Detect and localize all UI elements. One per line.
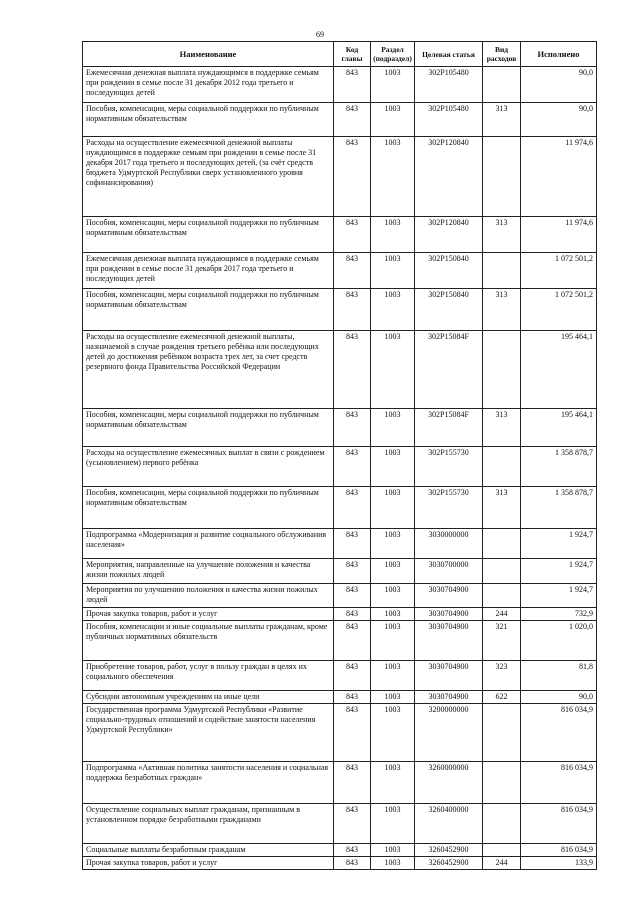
row-executed-amount: 195 464,1 [521, 331, 597, 409]
row-expense-type [483, 137, 521, 217]
row-executed-amount: 1 358 878,7 [521, 447, 597, 487]
row-section-code: 1003 [371, 137, 415, 217]
row-section-code: 1003 [371, 331, 415, 409]
table-row [83, 691, 597, 704]
table-row [83, 704, 597, 762]
row-expense-type [483, 447, 521, 487]
row-target-code: 3030700000 [415, 559, 483, 584]
row-section-code: 1003 [371, 608, 415, 621]
row-target-code: 302P120840 [415, 137, 483, 217]
row-chapter-code: 843 [334, 447, 371, 487]
row-executed-amount: 11 974,6 [521, 217, 597, 253]
row-name: Мероприятия по улучшению положения и качества жизни пожилых людей [83, 584, 334, 608]
row-name: Пособия, компенсации и иные социальные выплаты гражданам, кроме публичных нормативных обязательств [83, 621, 334, 661]
row-expense-type: 313 [483, 289, 521, 331]
row-chapter-code: 843 [334, 289, 371, 331]
row-expense-type: 244 [483, 608, 521, 621]
row-target-code: 302P155730 [415, 447, 483, 487]
row-executed-amount: 90,0 [521, 691, 597, 704]
row-executed-amount: 732,9 [521, 608, 597, 621]
table-row [83, 661, 597, 691]
table-row [83, 137, 597, 217]
row-target-code: 3030704900 [415, 691, 483, 704]
row-expense-type [483, 253, 521, 289]
row-chapter-code: 843 [334, 704, 371, 762]
row-expense-type [483, 331, 521, 409]
row-executed-amount: 1 924,7 [521, 584, 597, 608]
row-expense-type: 622 [483, 691, 521, 704]
header-target: Целевая статья [415, 42, 483, 67]
table-row [83, 804, 597, 844]
row-executed-amount: 816 034,9 [521, 762, 597, 804]
row-name: Ежемесячная денежная выплата нуждающимся в поддержке семьям при рождении в семье после 31 декабря 2017 года третьего и последующих детей [83, 253, 334, 289]
table-row [83, 844, 597, 857]
row-name: Подпрограмма «Модернизация и развитие социального обслуживания населения» [83, 529, 334, 559]
row-name: Мероприятия, направленные на улучшение положения и качества жизни пожилых людей [83, 559, 334, 584]
row-executed-amount: 195 464,1 [521, 409, 597, 447]
row-chapter-code: 843 [334, 661, 371, 691]
row-chapter-code: 843 [334, 621, 371, 661]
row-executed-amount: 816 034,9 [521, 704, 597, 762]
row-target-code: 302P150840 [415, 253, 483, 289]
row-executed-amount: 816 034,9 [521, 804, 597, 844]
row-target-code: 302P155730 [415, 487, 483, 529]
table-row [83, 857, 597, 870]
row-name: Социальные выплаты безработным гражданам [83, 844, 334, 857]
row-chapter-code: 843 [334, 559, 371, 584]
row-expense-type [483, 584, 521, 608]
row-chapter-code: 843 [334, 857, 371, 870]
row-target-code: 302P120840 [415, 217, 483, 253]
row-executed-amount: 81,8 [521, 661, 597, 691]
row-name: Расходы на осуществление ежемесячной денежной выплаты, назначаемой в случае рождения третьего ребёнка или последующих детей до достижения ребёнком возраста трех лет, за счет средств резервного фонда Правительства Российской Федерации [83, 331, 334, 409]
row-name: Субсидии автономным учреждениям на иные цели [83, 691, 334, 704]
row-section-code: 1003 [371, 804, 415, 844]
row-name: Пособия, компенсации, меры социальной поддержки по публичным нормативным обязательствам [83, 409, 334, 447]
row-expense-type: 244 [483, 857, 521, 870]
row-section-code: 1003 [371, 559, 415, 584]
table-row [83, 762, 597, 804]
header-name: Наименование [83, 42, 334, 67]
table-row [83, 217, 597, 253]
budget-table [82, 41, 597, 870]
row-chapter-code: 843 [334, 67, 371, 103]
row-target-code: 3030000000 [415, 529, 483, 559]
row-name: Приобретение товаров, работ, услуг в пользу граждан в целях их социального обеспечения [83, 661, 334, 691]
table-header-row [83, 42, 597, 67]
row-section-code: 1003 [371, 487, 415, 529]
row-target-code: 3030704900 [415, 608, 483, 621]
row-expense-type: 313 [483, 487, 521, 529]
row-target-code: 3030704900 [415, 661, 483, 691]
row-chapter-code: 843 [334, 844, 371, 857]
row-chapter-code: 843 [334, 762, 371, 804]
table-row [83, 584, 597, 608]
row-name: Прочая закупка товаров, работ и услуг [83, 857, 334, 870]
header-type: Вид расходов [483, 42, 521, 67]
row-expense-type: 313 [483, 217, 521, 253]
row-chapter-code: 843 [334, 103, 371, 137]
row-section-code: 1003 [371, 704, 415, 762]
page-number: 69 [316, 30, 324, 39]
row-name: Пособия, компенсации, меры социальной поддержки по публичным нормативным обязательствам [83, 487, 334, 529]
row-expense-type [483, 559, 521, 584]
row-target-code: 3260452900 [415, 857, 483, 870]
row-executed-amount: 1 924,7 [521, 529, 597, 559]
row-name: Расходы на осуществление ежемесячных выплат в связи с рождением (усыновлением) первого ребёнка [83, 447, 334, 487]
row-target-code: 302P15084F [415, 409, 483, 447]
row-target-code: 3260400000 [415, 804, 483, 844]
table-row [83, 409, 597, 447]
row-target-code: 3260452900 [415, 844, 483, 857]
row-target-code: 3030704900 [415, 621, 483, 661]
row-chapter-code: 843 [334, 487, 371, 529]
row-expense-type: 323 [483, 661, 521, 691]
row-name: Пособия, компенсации, меры социальной поддержки по публичным нормативным обязательствам [83, 103, 334, 137]
row-executed-amount: 816 034,9 [521, 844, 597, 857]
row-name: Ежемесячная денежная выплата нуждающимся в поддержке семьям при рождении в семье после 31 декабря 2012 года третьего и последующих детей [83, 67, 334, 103]
row-target-code: 302P15084F [415, 331, 483, 409]
row-expense-type: 313 [483, 409, 521, 447]
row-target-code: 302P105480 [415, 103, 483, 137]
row-name: Расходы на осуществление ежемесячной денежной выплаты нуждающимся в поддержке семьям при рождении в семье после 31 декабря 2017 года третьего и последующих детей, (за счёт средств бюджета Удмуртской Республики сверх установленного уровня софинансирования) [83, 137, 334, 217]
table-row [83, 487, 597, 529]
row-expense-type: 321 [483, 621, 521, 661]
header-section: Раздел (подраздел) [371, 42, 415, 67]
table-row [83, 559, 597, 584]
row-section-code: 1003 [371, 661, 415, 691]
table-row [83, 289, 597, 331]
row-executed-amount: 1 020,0 [521, 621, 597, 661]
row-executed-amount: 1 924,7 [521, 559, 597, 584]
row-chapter-code: 843 [334, 804, 371, 844]
row-executed-amount: 90,0 [521, 103, 597, 137]
row-target-code: 3200000000 [415, 704, 483, 762]
row-section-code: 1003 [371, 584, 415, 608]
row-target-code: 3260000000 [415, 762, 483, 804]
header-executed: Исполнено [521, 42, 597, 67]
row-chapter-code: 843 [334, 253, 371, 289]
row-target-code: 302P150840 [415, 289, 483, 331]
row-expense-type [483, 529, 521, 559]
row-section-code: 1003 [371, 447, 415, 487]
row-section-code: 1003 [371, 762, 415, 804]
table-row [83, 608, 597, 621]
row-chapter-code: 843 [334, 691, 371, 704]
row-executed-amount: 1 072 501,2 [521, 289, 597, 331]
table-row [83, 621, 597, 661]
row-section-code: 1003 [371, 103, 415, 137]
row-section-code: 1003 [371, 289, 415, 331]
row-executed-amount: 1 072 501,2 [521, 253, 597, 289]
row-chapter-code: 843 [334, 331, 371, 409]
row-section-code: 1003 [371, 857, 415, 870]
row-name: Осуществление социальных выплат гражданам, признанным в установленном порядке безработными гражданами [83, 804, 334, 844]
row-expense-type [483, 804, 521, 844]
row-chapter-code: 843 [334, 584, 371, 608]
row-chapter-code: 843 [334, 137, 371, 217]
row-name: Государственная программа Удмуртской Республики «Развитие социально-трудовых отношений и содействие занятости населения Удмуртской Республики» [83, 704, 334, 762]
row-executed-amount: 133,9 [521, 857, 597, 870]
table-row [83, 67, 597, 103]
row-executed-amount: 1 358 878,7 [521, 487, 597, 529]
row-target-code: 3030704900 [415, 584, 483, 608]
row-expense-type: 313 [483, 103, 521, 137]
row-executed-amount: 11 974,6 [521, 137, 597, 217]
table-row [83, 103, 597, 137]
table-row [83, 331, 597, 409]
row-section-code: 1003 [371, 844, 415, 857]
row-chapter-code: 843 [334, 529, 371, 559]
row-name: Пособия, компенсации, меры социальной поддержки по публичным нормативным обязательствам [83, 217, 334, 253]
row-section-code: 1003 [371, 409, 415, 447]
row-expense-type [483, 67, 521, 103]
row-section-code: 1003 [371, 253, 415, 289]
row-name: Прочая закупка товаров, работ и услуг [83, 608, 334, 621]
row-executed-amount: 90,0 [521, 67, 597, 103]
row-chapter-code: 843 [334, 608, 371, 621]
row-expense-type [483, 844, 521, 857]
row-section-code: 1003 [371, 217, 415, 253]
row-chapter-code: 843 [334, 409, 371, 447]
table-row [83, 529, 597, 559]
table-row [83, 253, 597, 289]
header-chapter: Код главы [334, 42, 371, 67]
row-section-code: 1003 [371, 529, 415, 559]
row-section-code: 1003 [371, 67, 415, 103]
row-section-code: 1003 [371, 621, 415, 661]
row-expense-type [483, 704, 521, 762]
row-section-code: 1003 [371, 691, 415, 704]
row-chapter-code: 843 [334, 217, 371, 253]
row-expense-type [483, 762, 521, 804]
row-name: Пособия, компенсации, меры социальной поддержки по публичным нормативным обязательствам [83, 289, 334, 331]
row-name: Подпрограмма «Активная политика занятости населения и социальная поддержка безработных граждан» [83, 762, 334, 804]
row-target-code: 302P105480 [415, 67, 483, 103]
table-row [83, 447, 597, 487]
